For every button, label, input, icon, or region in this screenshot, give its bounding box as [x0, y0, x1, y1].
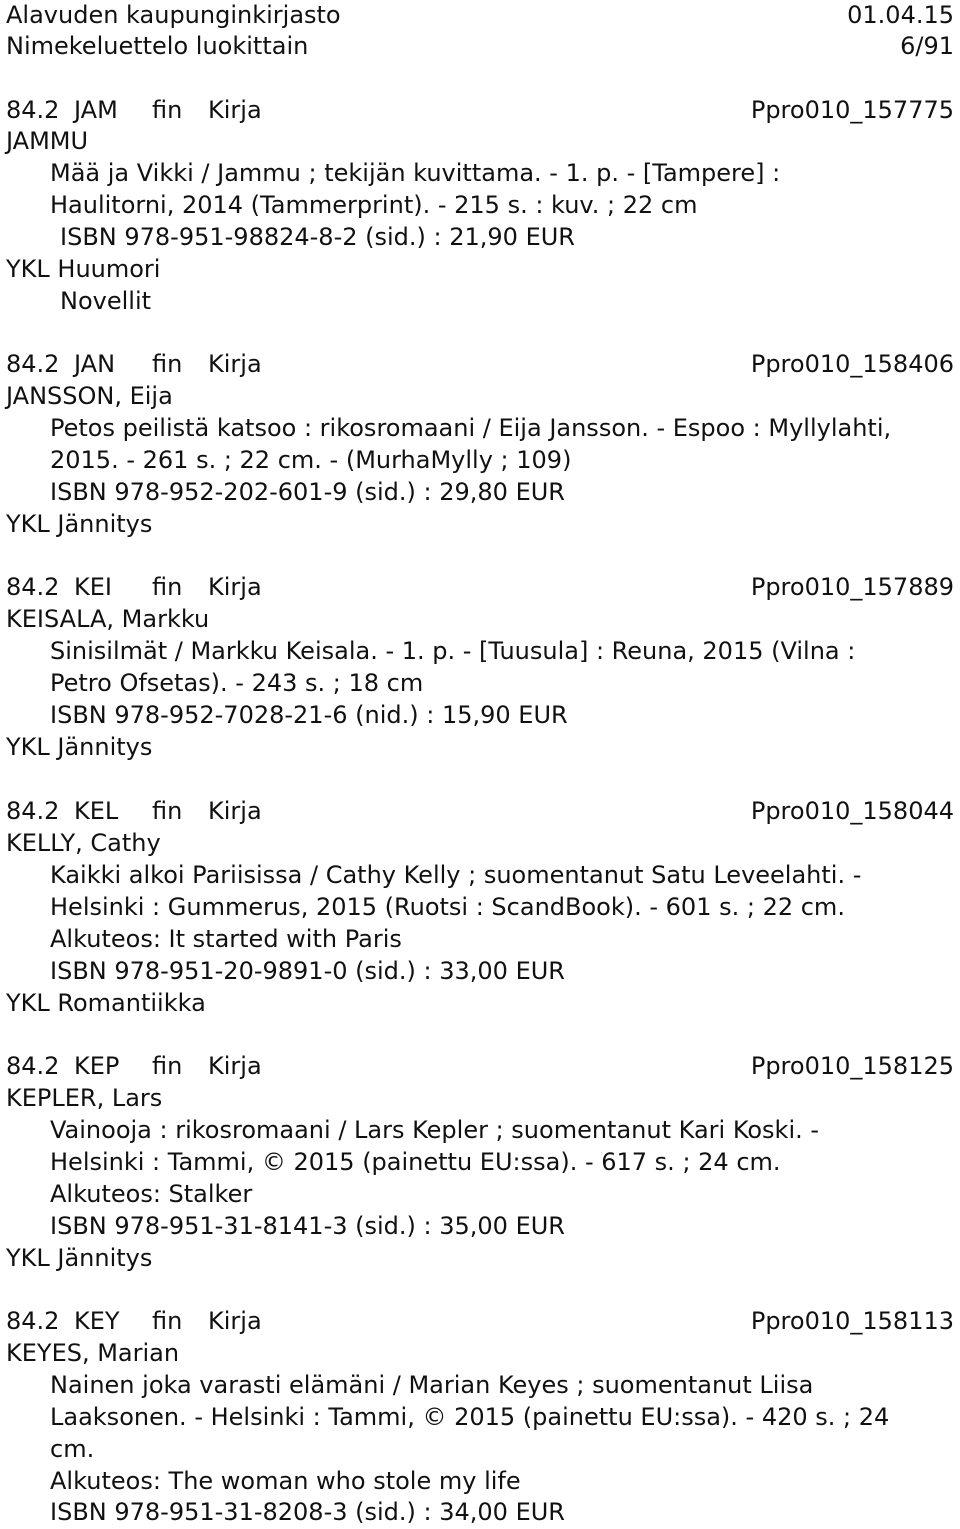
entry-subject: YKL Romantiikka: [6, 989, 206, 1017]
class-number: 84.2: [6, 573, 60, 601]
shelf-code: JAM: [74, 96, 118, 124]
language: fin: [152, 1052, 183, 1080]
entry-subject: YKL Jännitys: [6, 733, 153, 761]
page-header-row-2: [6, 31, 954, 63]
entry-classification-row: [6, 349, 954, 381]
page-header-row-1: [6, 0, 954, 32]
entry-author: KEISALA, Markku: [6, 605, 210, 633]
entry-classification-row: [6, 796, 954, 828]
entry-description-line: Mää ja Vikki / Jammu ; tekijän kuvittama. - 1. p. - [Tampere] :: [50, 159, 781, 187]
entry-subject: YKL Jännitys: [6, 1244, 153, 1272]
entry-isbn-line: ISBN 978-951-31-8141-3 (sid.) : 35,00 EUR: [50, 1212, 565, 1240]
record-id: Ppro010_158406: [750, 350, 954, 378]
entry-description-line: Helsinki : Tammi, © 2015 (painettu EU:ssa). - 617 s. ; 24 cm.: [50, 1148, 781, 1176]
entry-subject-secondary: Novellit: [60, 287, 152, 315]
material-type: Kirja: [208, 797, 262, 825]
entry-original-title: Alkuteos: It started with Paris: [50, 925, 402, 953]
record-id: Ppro010_157775: [750, 96, 954, 124]
shelf-code: KEL: [74, 797, 119, 825]
entry-author: JANSSON, Eija: [6, 382, 173, 410]
report-date: 01.04.15: [847, 1, 954, 29]
library-name: Alavuden kaupunginkirjasto: [6, 1, 341, 29]
entry-description-line: Haulitorni, 2014 (Tammerprint). - 215 s. : kuv. ; 22 cm: [50, 191, 698, 219]
entry-isbn-line: ISBN 978-952-202-601-9 (sid.) : 29,80 EUR: [50, 478, 565, 506]
entry-author: KELLY, Cathy: [6, 829, 161, 857]
shelf-code: KEI: [74, 573, 112, 601]
class-number: 84.2: [6, 350, 60, 378]
entry-description-line: cm.: [50, 1435, 95, 1463]
material-type: Kirja: [208, 1307, 262, 1335]
page-number: 6/91: [900, 32, 954, 60]
class-number: 84.2: [6, 96, 60, 124]
language: fin: [152, 350, 183, 378]
entry-author: KEYES, Marian: [6, 1339, 180, 1367]
material-type: Kirja: [208, 573, 262, 601]
entry-subject: YKL Jännitys: [6, 510, 153, 538]
entry-description-line: 2015. - 261 s. ; 22 cm. - (MurhaMylly ; 109): [50, 446, 572, 474]
entry-classification-row: [6, 95, 954, 127]
entry-author: JAMMU: [6, 127, 89, 155]
class-number: 84.2: [6, 797, 60, 825]
shelf-code: KEP: [74, 1052, 120, 1080]
material-type: Kirja: [208, 1052, 262, 1080]
language: fin: [152, 96, 183, 124]
language: fin: [152, 1307, 183, 1335]
shelf-code: KEY: [74, 1307, 120, 1335]
class-number: 84.2: [6, 1307, 60, 1335]
material-type: Kirja: [208, 96, 262, 124]
entry-classification-row: [6, 572, 954, 604]
language: fin: [152, 797, 183, 825]
entry-isbn-line: ISBN 978-951-31-8208-3 (sid.) : 34,00 EUR: [50, 1498, 565, 1526]
entry-original-title: Alkuteos: Stalker: [50, 1180, 253, 1208]
entry-description-line: Vainooja : rikosromaani / Lars Kepler ; suomentanut Kari Koski. -: [50, 1116, 820, 1144]
entry-description-line: Nainen joka varasti elämäni / Marian Keyes ; suomentanut Liisa: [50, 1371, 814, 1399]
class-number: 84.2: [6, 1052, 60, 1080]
material-type: Kirja: [208, 350, 262, 378]
entry-isbn-line: ISBN 978-952-7028-21-6 (nid.) : 15,90 EUR: [50, 701, 568, 729]
entry-subject: YKL Huumori: [6, 255, 161, 283]
record-id: Ppro010_157889: [750, 573, 954, 601]
entry-description-line: Petos peilistä katsoo : rikosromaani / Eija Jansson. - Espoo : Myllylahti,: [50, 414, 892, 442]
entry-description-line: Sinisilmät / Markku Keisala. - 1. p. - [Tuusula] : Reuna, 2015 (Vilna :: [50, 637, 856, 665]
entry-description-line: Kaikki alkoi Pariisissa / Cathy Kelly ; suomentanut Satu Leveelahti. -: [50, 861, 862, 889]
report-title: Nimekeluettelo luokittain: [6, 32, 309, 60]
entry-classification-row: [6, 1051, 954, 1083]
language: fin: [152, 573, 183, 601]
record-id: Ppro010_158044: [750, 797, 954, 825]
entry-original-title: Alkuteos: The woman who stole my life: [50, 1467, 521, 1495]
entry-classification-row: [6, 1306, 954, 1338]
entry-isbn-line: ISBN 978-951-20-9891-0 (sid.) : 33,00 EUR: [50, 957, 565, 985]
shelf-code: JAN: [74, 350, 116, 378]
record-id: Ppro010_158125: [750, 1052, 954, 1080]
entry-description-line: Helsinki : Gummerus, 2015 (Ruotsi : ScandBook). - 601 s. ; 22 cm.: [50, 893, 845, 921]
record-id: Ppro010_158113: [750, 1307, 954, 1335]
entry-description-line: Laaksonen. - Helsinki : Tammi, © 2015 (painettu EU:ssa). - 420 s. ; 24: [50, 1403, 890, 1431]
entry-isbn-line: ISBN 978-951-98824-8-2 (sid.) : 21,90 EUR: [60, 223, 575, 251]
entry-description-line: Petro Ofsetas). - 243 s. ; 18 cm: [50, 669, 424, 697]
entry-author: KEPLER, Lars: [6, 1084, 163, 1112]
